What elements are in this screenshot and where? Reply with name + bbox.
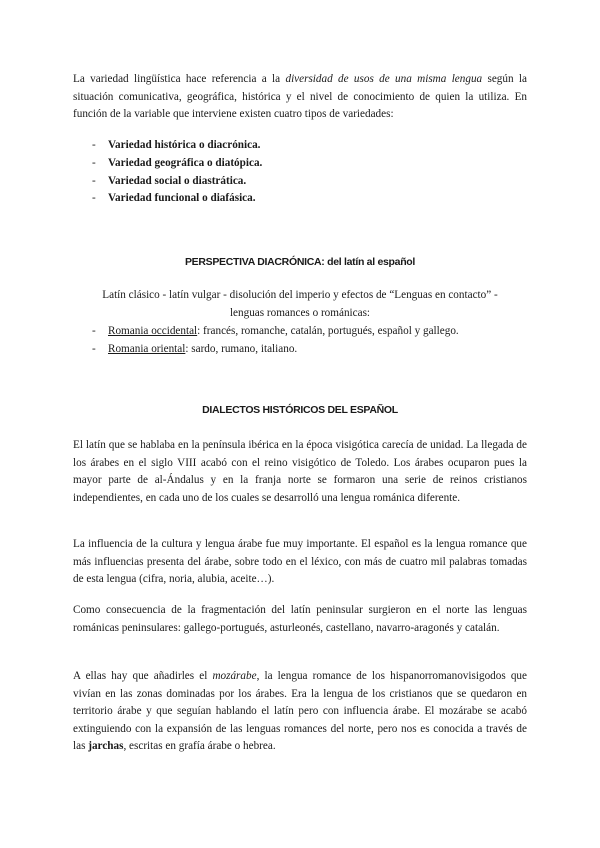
mozarabe-text-a: A ellas hay que añadirles el xyxy=(73,670,213,682)
paragraph-arabic-influence: La influencia de la cultura y lengua árabe fue muy importante. El español es la lengua romance que más influencias presenta del árabe, sobre todo en el léxico, con más de cuatro mil palabras tomadas de esta lengua (cifra, noria, alubia, aceite…). xyxy=(73,538,527,586)
variety-item: - Variedad funcional o diafásica. xyxy=(92,190,262,208)
intro-text-after: según la situación comunicativa, geográfica, histórica y el nivel de conocimiento de quien la utiliza. En función de la variable que interviene existen cuatro tipos de variedades: xyxy=(73,73,527,121)
paragraph-mozarabe xyxy=(73,668,527,756)
mozarabe-text-b: , la lengua romance de los hispanorromanovisigodos que vivían en las zonas dominadas por los árabes. Era la lengua de los cristianos que se quedaron en territorio árabe y que seguían hablando el latín pero con influencia árabe. El mozárabe se acabó extinguiendo con la expansión de las lenguas romances del norte, pero nos es conocida a través de las xyxy=(73,670,527,753)
latin-evolution-line-2: lenguas romances o románicas: xyxy=(229,307,371,319)
romania-list xyxy=(92,323,459,358)
variety-item: - Variedad histórica o diacrónica. xyxy=(92,137,262,155)
mozarabe-italic: mozárabe xyxy=(212,670,257,682)
jarchas-bold: jarchas xyxy=(88,740,124,753)
intro-italic-phrase: diversidad de usos de una misma lengua xyxy=(285,73,483,85)
romania-oriental-text: : sardo, rumano, italiano. xyxy=(185,342,298,355)
romania-occidental-text: : francés, romanche, catalán, portugués, español y gallego. xyxy=(197,325,459,337)
mozarabe-text-c: , escritas en grafía árabe o hebrea. xyxy=(123,740,276,753)
romania-occidental-label: Romania occidental xyxy=(108,325,198,337)
paragraph-fragmentation: Como consecuencia de la fragmentación del latín peninsular surgieron en el norte las lenguas románicas peninsulares: gallego-portugués, asturleonés, castellano, navarro-aragonés y catalán. xyxy=(73,604,527,634)
section-heading-diacronica: PERSPECTIVA DIACRÓNICA: del latín al español xyxy=(184,256,416,268)
romania-oriental-item xyxy=(92,341,459,359)
latin-evolution-line: Latín clásico - latín vulgar - disolución del imperio y efectos de “Lenguas en contacto” - xyxy=(102,289,498,301)
paragraph-latin-peninsula: El latín que se hablaba en la península ibérica en la época visigótica carecía de unidad. La llegada de los árabes en el siglo VIII acabó con el reino visigótico de Toledo. Los árabes ocuparon pues la mayor parte de al-Ándalus y en la franja norte se formaron una serie de reinos cristianos independientes, en cada uno de los cuales se desarrolló una lengua románica diferente. xyxy=(73,439,527,504)
varieties-list xyxy=(92,137,262,208)
romania-oriental-label: Romania oriental xyxy=(108,342,186,355)
intro-text-before: La variedad lingüística hace referencia a la xyxy=(73,73,286,85)
intro-paragraph xyxy=(73,71,527,124)
romania-occidental-item xyxy=(92,323,459,341)
variety-item: - Variedad social o diastrática. xyxy=(92,173,262,191)
section-heading-dialectos: DIALECTOS HISTÓRICOS DEL ESPAÑOL xyxy=(202,404,398,416)
variety-item: - Variedad geográfica o diatópica. xyxy=(92,155,262,173)
